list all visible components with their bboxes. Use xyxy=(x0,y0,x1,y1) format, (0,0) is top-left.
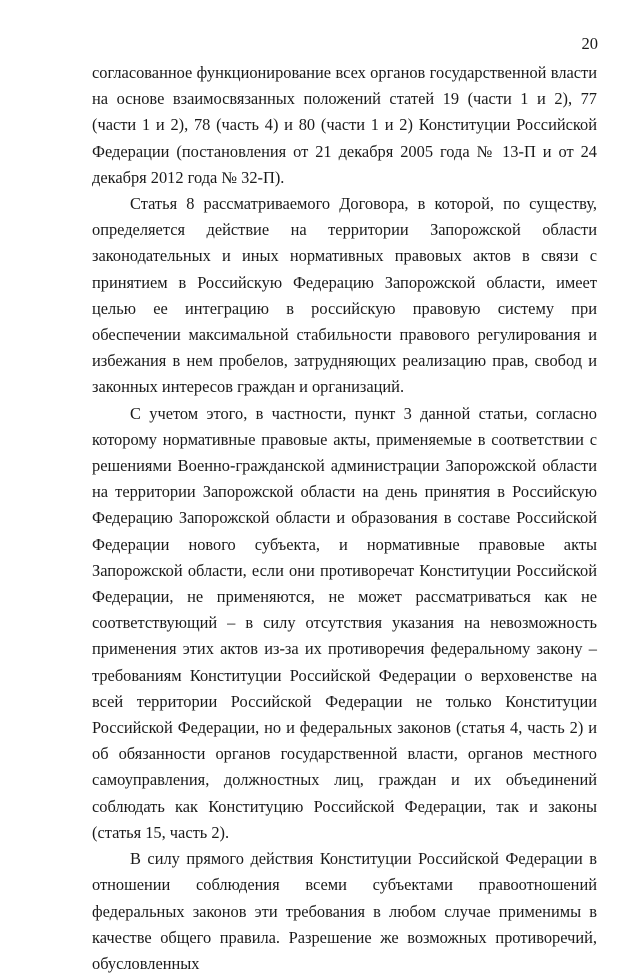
paragraph-4: В силу прямого действия Конституции Российской Федерации в отношении соблюдения всеми субъектами правоотношений федеральных законов эти требования в любом случае применимы в качестве общего правила. Разрешение же возможных противоречий, обусловленных xyxy=(92,849,597,973)
paragraph-3: С учетом этого, в частности, пункт 3 данной статьи, согласно которому нормативные правовые акты, применяемые в соответствии с решениями Военно-гражданской администрации Запорожской области на территории Запорожской области на день принятия в Российскую Федерацию Запорожской области и образования в составе Российской Федерации нового субъекта, и нормативные правовые акты Запорожской области, если они противоречат Конституции Российской Федерации, не применяются, не может рассматриваться как не соответствующий – в силу отсутствия указания на невозможность применения этих актов из-за их противоречия федеральному закону – требованиям Конституции Российской Федерации о верховенстве на всей территории Российской Федерации не только Конституции Российской Федерации, но и федеральных законов (статья 4, часть 2) и об обязанности органов государственной власти, органов местного самоуправления, должностных лиц, граждан и их объединений соблюдать как Конституцию Российской Федерации, так и законы (статья 15, часть 2). xyxy=(92,403,597,842)
paragraph-2: Статья 8 рассматриваемого Договора, в которой, по существу, определяется действие на территории Запорожской области законодательных и иных нормативных правовых актов в связи с принятием в Российскую Федерацию Запорожской области, имеет целью ее интеграцию в российскую правовую систему при обеспечении максимальной стабильности правового регулирования и избежания в нем пробелов, затрудняющих реализацию прав, свобод и законных интересов граждан и организаций. xyxy=(92,194,597,397)
paragraph-1: согласованное функционирование всех органов государственной власти на основе взаимосвязанных положений статей 19 (части 1 и 2), 77 (части 1 и 2), 78 (часть 4) и 80 (части 1 и 2) Конституции Российской Федерации (постановления от 21 декабря 2005 года № 13-П и от 24 декабря 2012 года № 32-П). xyxy=(92,63,597,187)
document-body xyxy=(92,60,597,977)
page-number: 20 xyxy=(581,34,598,53)
